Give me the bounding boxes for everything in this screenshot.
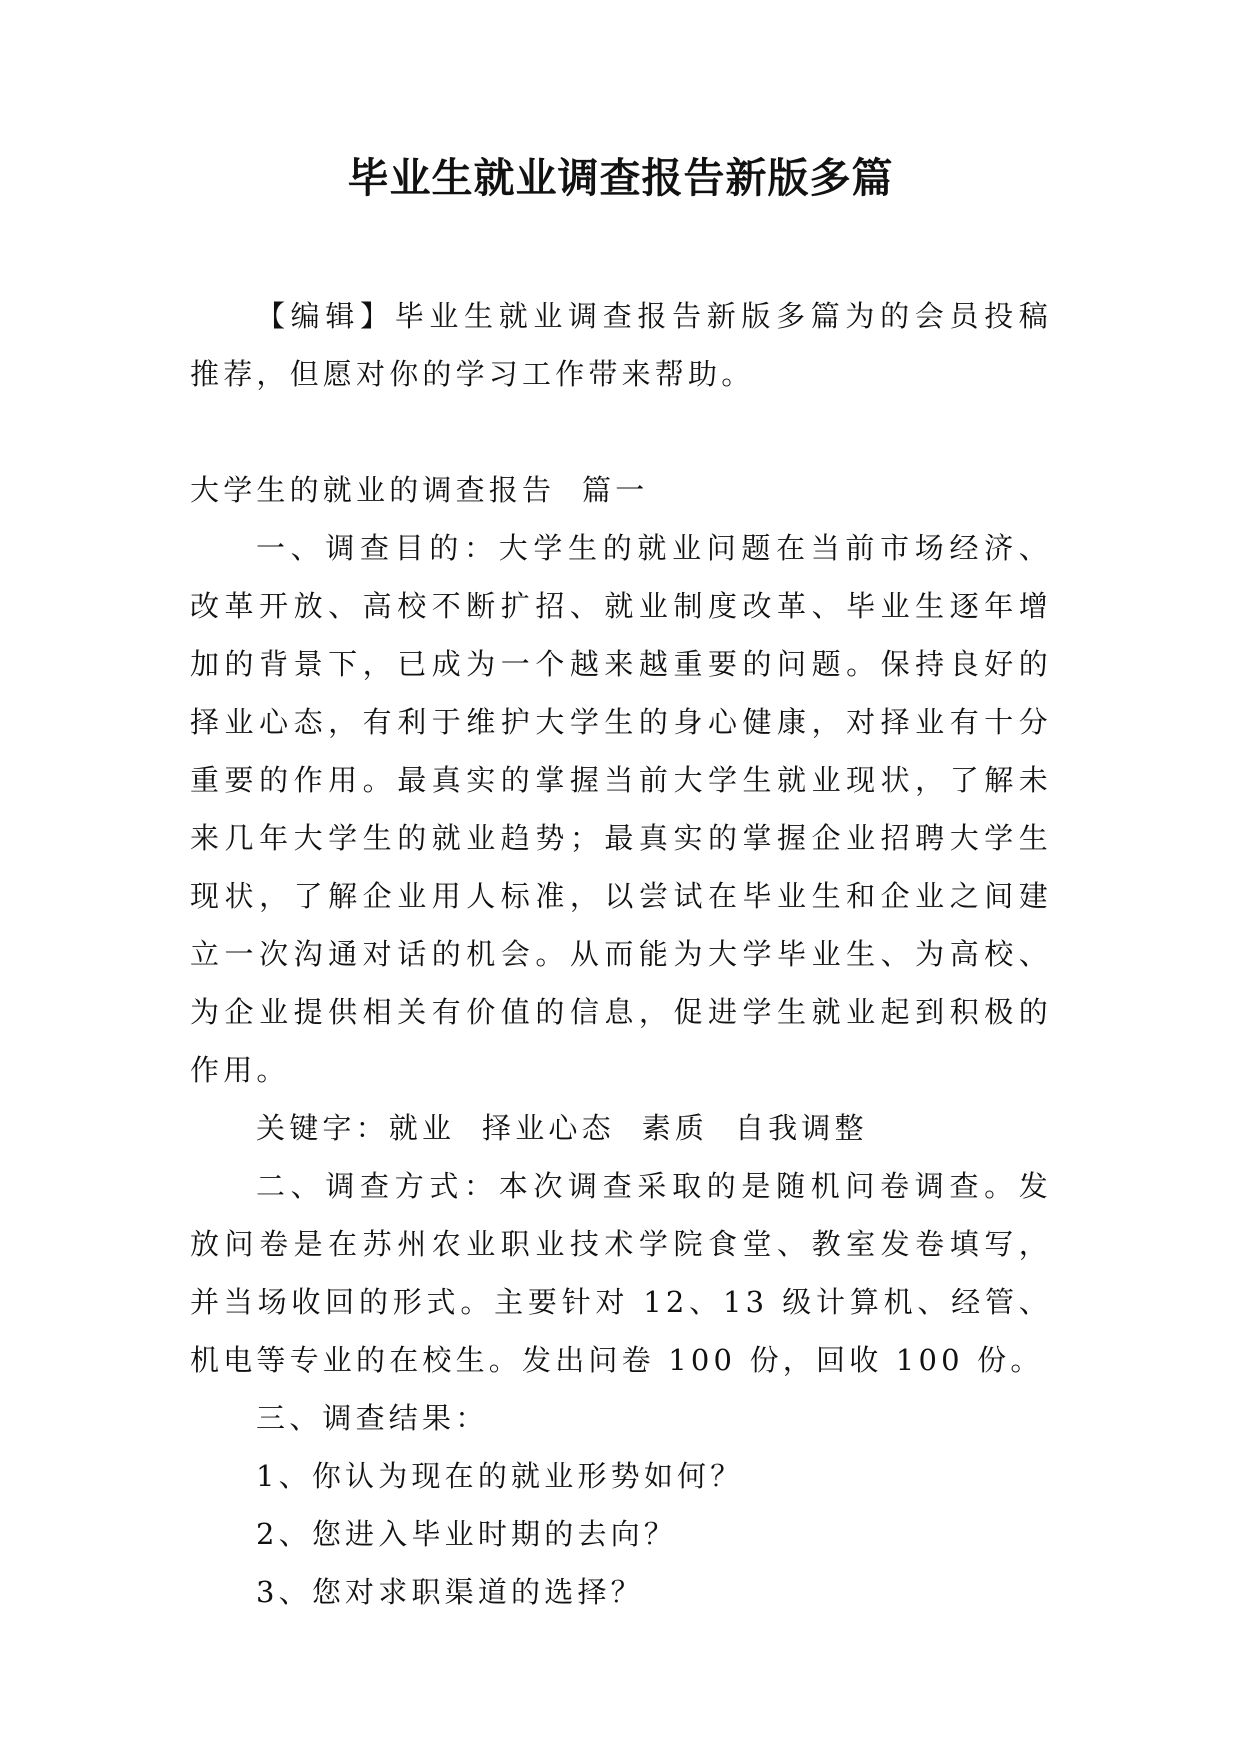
paragraph-method: 二、调查方式：本次调查采取的是随机问卷调查。发放问卷是在苏州农业职业技术学院食堂、教室发卷填写，并当场收回的形式。主要针对 12、13 级计算机、经管、机电等专业的在校生。发出问卷 100 份，回收 100 份。 [190, 1169, 1052, 1377]
question-item: 2、您进入毕业时期的去向？ [256, 1517, 678, 1551]
document-title: 毕业生就业调查报告新版多篇 [347, 154, 894, 202]
paragraph-purpose: 一、调查目的：大学生的就业问题在当前市场经济、改革开放、高校不断扩招、就业制度改革、毕业生逐年增加的背景下，已成为一个越来越重要的问题。保持良好的择业心态，有利于维护大学生的身心健康，对择业有十分重要的作用。最真实的掌握当前大学生就业现状，了解未来几年大学生的就业趋势；最真实的掌握企业招聘大学生现状，了解企业用人标准，以尝试在毕业生和企业之间建立一次沟通对话的机会。从而能为大学毕业生、为高校、为企业提供相关有价值的信息，促进学生就业起到积极的作用。 [190, 531, 1052, 1087]
paragraph-results-heading: 三、调查结果： [256, 1401, 489, 1435]
section-heading: 大学生的就业的调查报告 篇一 [190, 473, 649, 507]
document-body [190, 287, 1052, 1621]
question-item: 1、你认为现在的就业形势如何？ [256, 1459, 744, 1493]
paragraph-gap [190, 403, 1052, 461]
paragraph-keywords: 关键字：就业 择业心态 素质 自我调整 [256, 1111, 868, 1145]
intro-paragraph: 【编辑】毕业生就业调查报告新版多篇为的会员投稿推荐，但愿对你的学习工作带来帮助。 [190, 299, 1052, 391]
question-item: 3、您对求职渠道的选择？ [256, 1575, 644, 1609]
